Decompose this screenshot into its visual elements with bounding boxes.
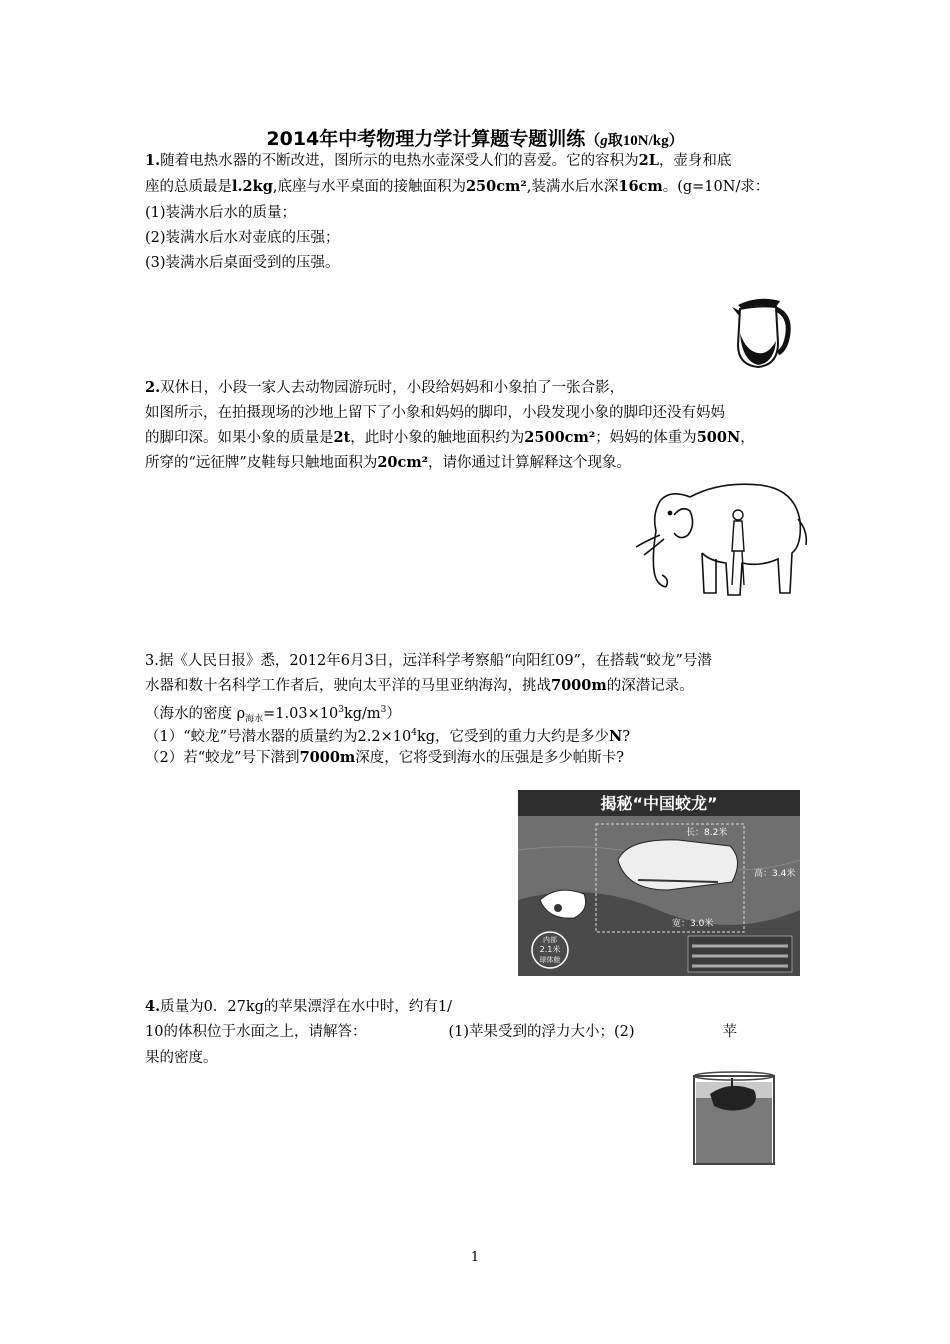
q1-line-5: (3)装满水后桌面受到的压强。 bbox=[145, 255, 340, 271]
q1-line-4: (2)装满水后水对壶底的压强； bbox=[145, 230, 340, 246]
jiaolong-figure bbox=[518, 790, 800, 976]
sphere-label-1: 内部 bbox=[543, 936, 557, 944]
apple-beaker-image bbox=[690, 1068, 778, 1168]
title-main: 2014年中考物理力学计算题专题训练 bbox=[266, 128, 586, 150]
q3-line-1: 3.据《人民日报》悉，2012年6月3日，远洋科学考察船“向阳红09”，在搭载“蛟龙”号潜 bbox=[145, 653, 712, 669]
figure-banner: 揭秘“中国蛟龙” bbox=[600, 794, 718, 813]
len-label: 长：8.2米 bbox=[686, 828, 728, 838]
q4-line-2: 10的体积位于水面之上，请解答： (1)苹果受到的浮力大小；(2) 苹 bbox=[145, 1024, 738, 1040]
q1-line-3: (1)装满水后水的质量； bbox=[145, 205, 297, 221]
sphere-label-2: 2.1米 bbox=[539, 945, 561, 954]
q1-line-2: 座的总质最是l.2kg,底座与水平桌面的接触面积为250cm²,装满水后水深16cm。(g=10N/求： bbox=[145, 178, 770, 195]
page-title bbox=[0, 124, 950, 151]
q2-line-3: 的脚印深。如果小象的质量是2t，此时小象的触地面积约为2500cm²；妈妈的体重为500N， bbox=[145, 429, 755, 446]
height-label: 高：3.4米 bbox=[754, 869, 796, 879]
elephant-image bbox=[630, 475, 810, 605]
q2-line-2: 如图所示，在拍摄现场的沙地上留下了小象和妈妈的脚印，小段发现小象的脚印还没有妈妈 bbox=[145, 405, 725, 421]
title-note: （g取10N/kg） bbox=[585, 133, 684, 149]
width-label: 宽：3.0米 bbox=[672, 919, 714, 929]
q4-line-1: 4.质量为0．27kg的苹果漂浮在水中时，约有1/ bbox=[145, 998, 452, 1015]
q2-line-1: 2.双休日，小段一家人去动物园游玩时，小段给妈妈和小象拍了一张合影， bbox=[145, 379, 625, 396]
q3-line-4: （1）“蛟龙”号潜水器的质量约为$2.2\times 10^4kg$，它受到的重力大约是多少N? bbox=[145, 727, 631, 745]
q3-line-3: （海水的密度 $\rho_{海水}=1.03\times 10^3kg/m^3$） bbox=[145, 705, 401, 725]
sphere-label-3: 球体舱 bbox=[539, 956, 561, 964]
page-number: 1 bbox=[470, 1250, 480, 1265]
q4-line-3: 果的密度。 bbox=[145, 1050, 218, 1066]
kettle-image bbox=[728, 293, 794, 373]
q3-line-2: 水器和数十名科学工作者后，驶向太平洋的马里亚纳海沟，挑战7000m的深潜记录。 bbox=[145, 677, 694, 694]
q3-line-5: （2）若“蛟龙”号下潜到7000m深度，它将受到海水的压强是多少帕斯卡? bbox=[145, 749, 625, 766]
q2-line-4: 所穿的“远征牌”皮鞋每只触地面积为20cm²，请你通过计算解释这个现象。 bbox=[145, 454, 632, 471]
q1-line-1: 1.随着电热水器的不断改进，图所示的电热水壶深受人们的喜爱。它的容积为2L，壶身和底 bbox=[145, 152, 732, 169]
